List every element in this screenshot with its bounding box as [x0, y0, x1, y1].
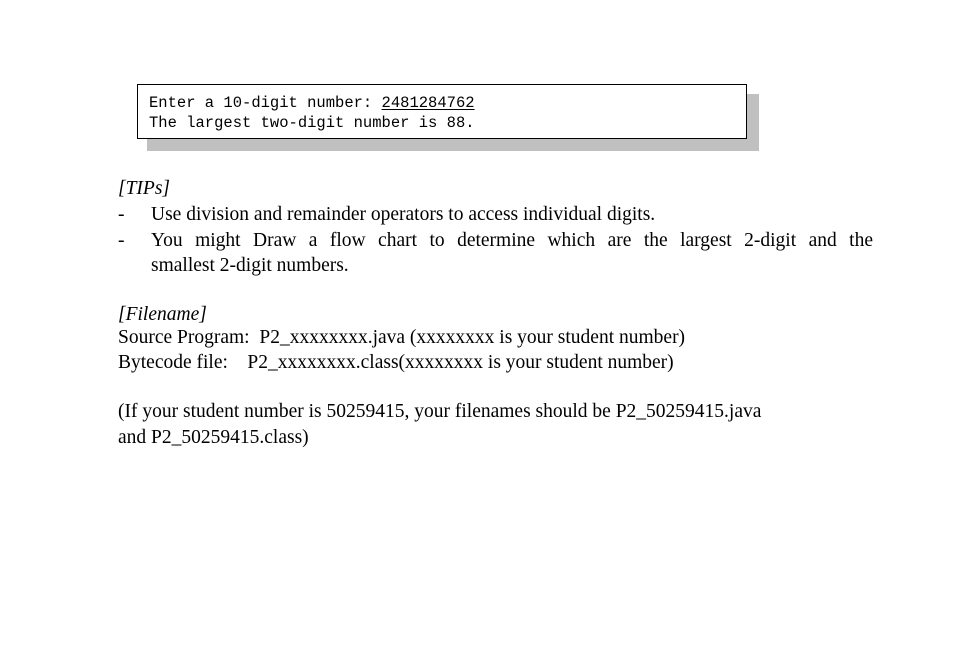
console-prompt: Enter a 10-digit number: — [149, 94, 382, 112]
example-line-1: (If your student number is 50259415, your filenames should be P2_50259415.java — [118, 401, 762, 422]
filename-heading: [Filename] — [118, 304, 207, 325]
bullet-marker: - — [118, 204, 125, 225]
tip-item-2-line-2: smallest 2-digit numbers. — [151, 255, 349, 276]
source-program-line: Source Program: P2_xxxxxxxx.java (xxxxxxxx is your student number) — [118, 327, 686, 348]
sample-output-box — [137, 84, 749, 140]
tip-item-2-line-1: You might Draw a flow chart to determine which are the largest 2-digit and the — [151, 230, 873, 251]
tip-item-1: Use division and remainder operators to access individual digits. — [151, 204, 656, 225]
console-user-input: 2481284762 — [381, 94, 475, 112]
tips-heading: [TIPs] — [118, 178, 171, 199]
console-prompt-line — [149, 93, 475, 113]
console-box — [137, 84, 747, 139]
bullet-marker: - — [118, 230, 125, 251]
example-line-2: and P2_50259415.class) — [118, 427, 309, 448]
bytecode-file-line: Bytecode file: P2_xxxxxxxx.class(xxxxxxxx is your student number) — [118, 352, 674, 373]
console-output-line: The largest two-digit number is 88. — [149, 114, 475, 132]
